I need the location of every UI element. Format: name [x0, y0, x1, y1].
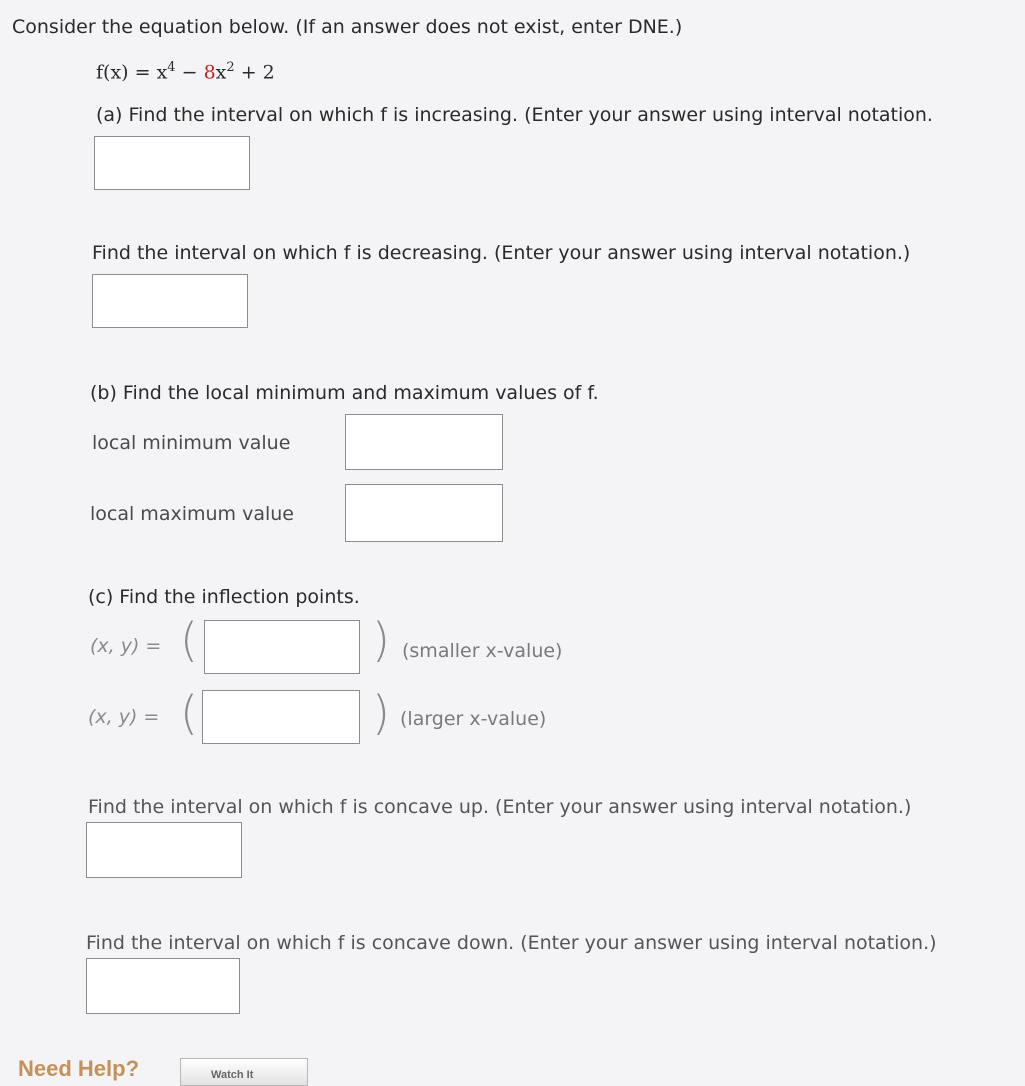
- part-c-prompt: (c) Find the inflection points.: [88, 586, 360, 608]
- inflection-larger-note: (larger x-value): [400, 708, 547, 730]
- inflection-smaller-note: (smaller x-value): [402, 640, 563, 662]
- inflection-larger-input[interactable]: [202, 690, 360, 744]
- concave-down-interval-input[interactable]: [86, 958, 240, 1014]
- inflection-smaller-xy-label: (x, y) =: [90, 635, 162, 657]
- inflection-smaller-close-paren-icon: ): [372, 613, 390, 667]
- local-maximum-label: local maximum value: [90, 503, 294, 525]
- part-b-prompt: (b) Find the local minimum and maximum values of f.: [90, 382, 599, 404]
- decreasing-prompt: Find the interval on which f is decreasing. (Enter your answer using interval notation.): [92, 242, 911, 264]
- inflection-larger-open-paren-icon: (: [180, 686, 198, 740]
- instructions: Consider the equation below. (If an answer does not exist, enter DNE.): [12, 16, 683, 38]
- equation-x2: x: [215, 61, 227, 84]
- equation-minus: −: [175, 61, 204, 84]
- inflection-larger-close-paren-icon: ): [372, 686, 390, 740]
- increasing-interval-input[interactable]: [94, 136, 250, 190]
- equation-coef: 8: [203, 61, 216, 84]
- concave-down-prompt: Find the interval on which f is concave down. (Enter your answer using interval notation.): [86, 932, 937, 954]
- decreasing-interval-input[interactable]: [92, 274, 248, 328]
- equation: [96, 60, 275, 83]
- inflection-smaller-input[interactable]: [204, 620, 360, 674]
- watch-it-button[interactable]: Watch It: [180, 1058, 308, 1086]
- need-help-label: Need Help?: [18, 1056, 140, 1081]
- equation-exp2: 2: [226, 60, 235, 75]
- concave-up-interval-input[interactable]: [86, 822, 242, 878]
- local-minimum-label: local minimum value: [92, 432, 291, 454]
- equation-exp1: 4: [167, 60, 176, 75]
- increasing-prompt: (a) Find the interval on which f is increasing. (Enter your answer using interval notation.: [96, 104, 933, 126]
- inflection-smaller-open-paren-icon: (: [180, 613, 198, 667]
- inflection-larger-xy-label: (x, y) =: [88, 706, 160, 728]
- equation-lhs: f(x) = x: [96, 61, 168, 84]
- equation-rest: + 2: [234, 61, 275, 84]
- local-maximum-input[interactable]: [345, 484, 503, 542]
- concave-up-prompt: Find the interval on which f is concave up. (Enter your answer using interval notation.): [88, 796, 912, 818]
- local-minimum-input[interactable]: [345, 414, 503, 470]
